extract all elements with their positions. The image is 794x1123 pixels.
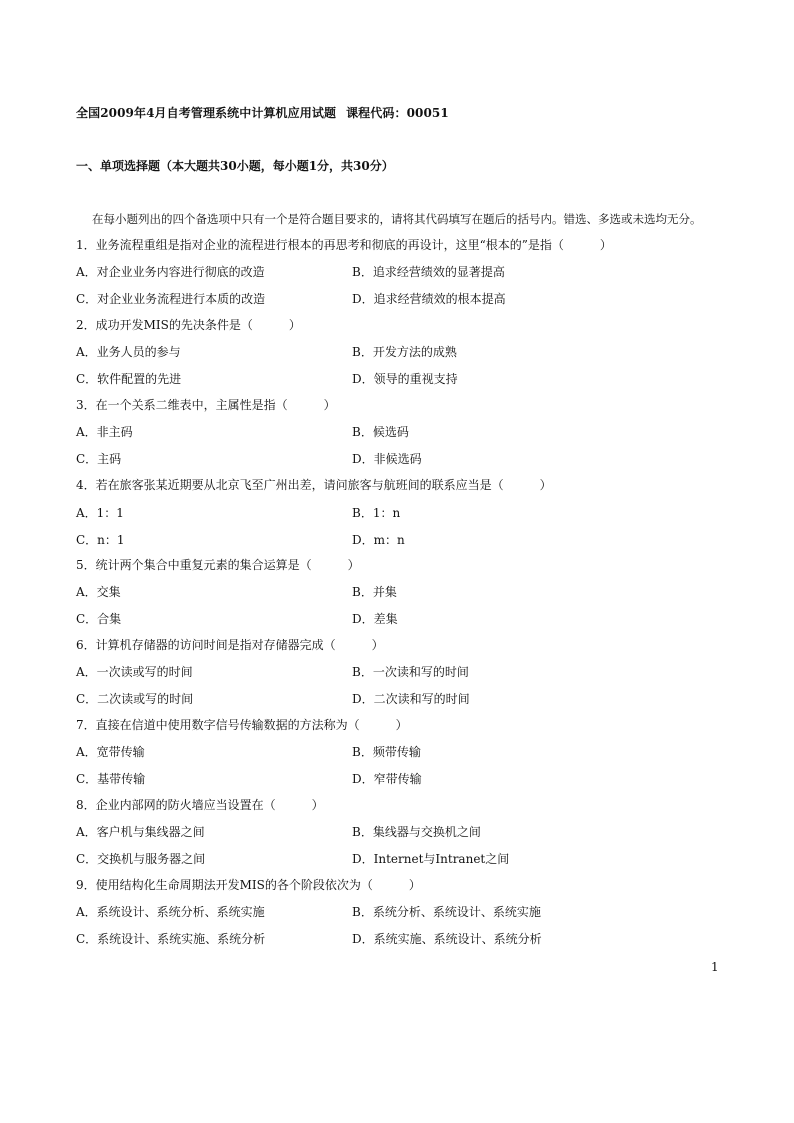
option-a: A．对企业业务内容进行彻底的改造 (76, 265, 265, 279)
option-c: C．软件配置的先进 (76, 372, 182, 386)
question-stem: 2．成功开发MIS的先决条件是（ ） (76, 318, 301, 332)
option-c: C．合集 (76, 612, 122, 626)
option-b: B．系统分析、系统设计、系统实施 (352, 905, 541, 919)
option-b: B．候选码 (352, 425, 409, 439)
question-stem: 9．使用结构化生命周期法开发MIS的各个阶段依次为（ ） (76, 878, 421, 892)
option-b: B．并集 (352, 585, 397, 599)
option-a: A．交集 (76, 585, 121, 599)
option-a: A．1：1 (76, 506, 124, 520)
option-b: B．1：n (352, 506, 401, 520)
option-c: C．系统设计、系统实施、系统分析 (76, 932, 266, 946)
option-a: A．客户机与集线器之间 (76, 825, 205, 839)
question-stem: 1．业务流程重组是指对企业的流程进行根本的再思考和彻底的再设计，这里“根本的”是指（ ） (76, 238, 612, 252)
option-d: D．系统实施、系统设计、系统分析 (352, 932, 542, 946)
option-d: D．Internet与Intranet之间 (352, 852, 510, 866)
option-b: B．一次读和写的时间 (352, 665, 469, 679)
option-a: A．系统设计、系统分析、系统实施 (76, 905, 265, 919)
exam-title-text: 全国2009年4月自考管理系统中计算机应用试题 (76, 106, 337, 120)
option-d: D．追求经营绩效的根本提高 (352, 292, 506, 306)
option-d: D．二次读和写的时间 (352, 692, 470, 706)
option-b: B．频带传输 (352, 745, 421, 759)
question-stem: 7．直接在信道中使用数字信号传输数据的方法称为（ ） (76, 718, 408, 732)
option-d: D．m：n (352, 533, 405, 547)
course-code: 课程代码：00051 (346, 106, 449, 120)
option-d: D．窄带传输 (352, 772, 422, 786)
option-a: A．业务人员的参与 (76, 345, 181, 359)
option-a: A．非主码 (76, 425, 133, 439)
section-header: 一、单项选择题（本大题共30小题，每小题1分，共30分） (76, 159, 394, 173)
option-d: D．非候选码 (352, 452, 422, 466)
page-number: 1 (711, 960, 719, 974)
option-d: D．领导的重视支持 (352, 372, 458, 386)
option-d: D．差集 (352, 612, 398, 626)
question-stem: 3．在一个关系二维表中，主属性是指（ ） (76, 398, 336, 412)
option-b: B．追求经营绩效的显著提高 (352, 265, 505, 279)
option-c: C．n：1 (76, 533, 125, 547)
option-a: A．一次读或写的时间 (76, 665, 193, 679)
question-stem: 5．统计两个集合中重复元素的集合运算是（ ） (76, 558, 360, 572)
option-b: B．集线器与交换机之间 (352, 825, 481, 839)
exam-title (76, 104, 449, 121)
option-c: C．基带传输 (76, 772, 146, 786)
question-stem: 4．若在旅客张某近期要从北京飞至广州出差，请问旅客与航班间的联系应当是（ ） (76, 478, 552, 492)
question-stem: 8．企业内部网的防火墙应当设置在（ ） (76, 798, 324, 812)
option-c: C．二次读或写的时间 (76, 692, 194, 706)
instruction-text: 在每小题列出的四个备选项中只有一个是符合题目要求的，请将其代码填写在题后的括号内。错选、多选或未选均无分。 (92, 212, 702, 226)
option-c: C．对企业业务流程进行本质的改造 (76, 292, 266, 306)
option-b: B．开发方法的成熟 (352, 345, 457, 359)
option-c: C．主码 (76, 452, 122, 466)
question-stem: 6．计算机存储器的访问时间是指对存储器完成（ ） (76, 638, 384, 652)
option-c: C．交换机与服务器之间 (76, 852, 206, 866)
option-a: A．宽带传输 (76, 745, 145, 759)
